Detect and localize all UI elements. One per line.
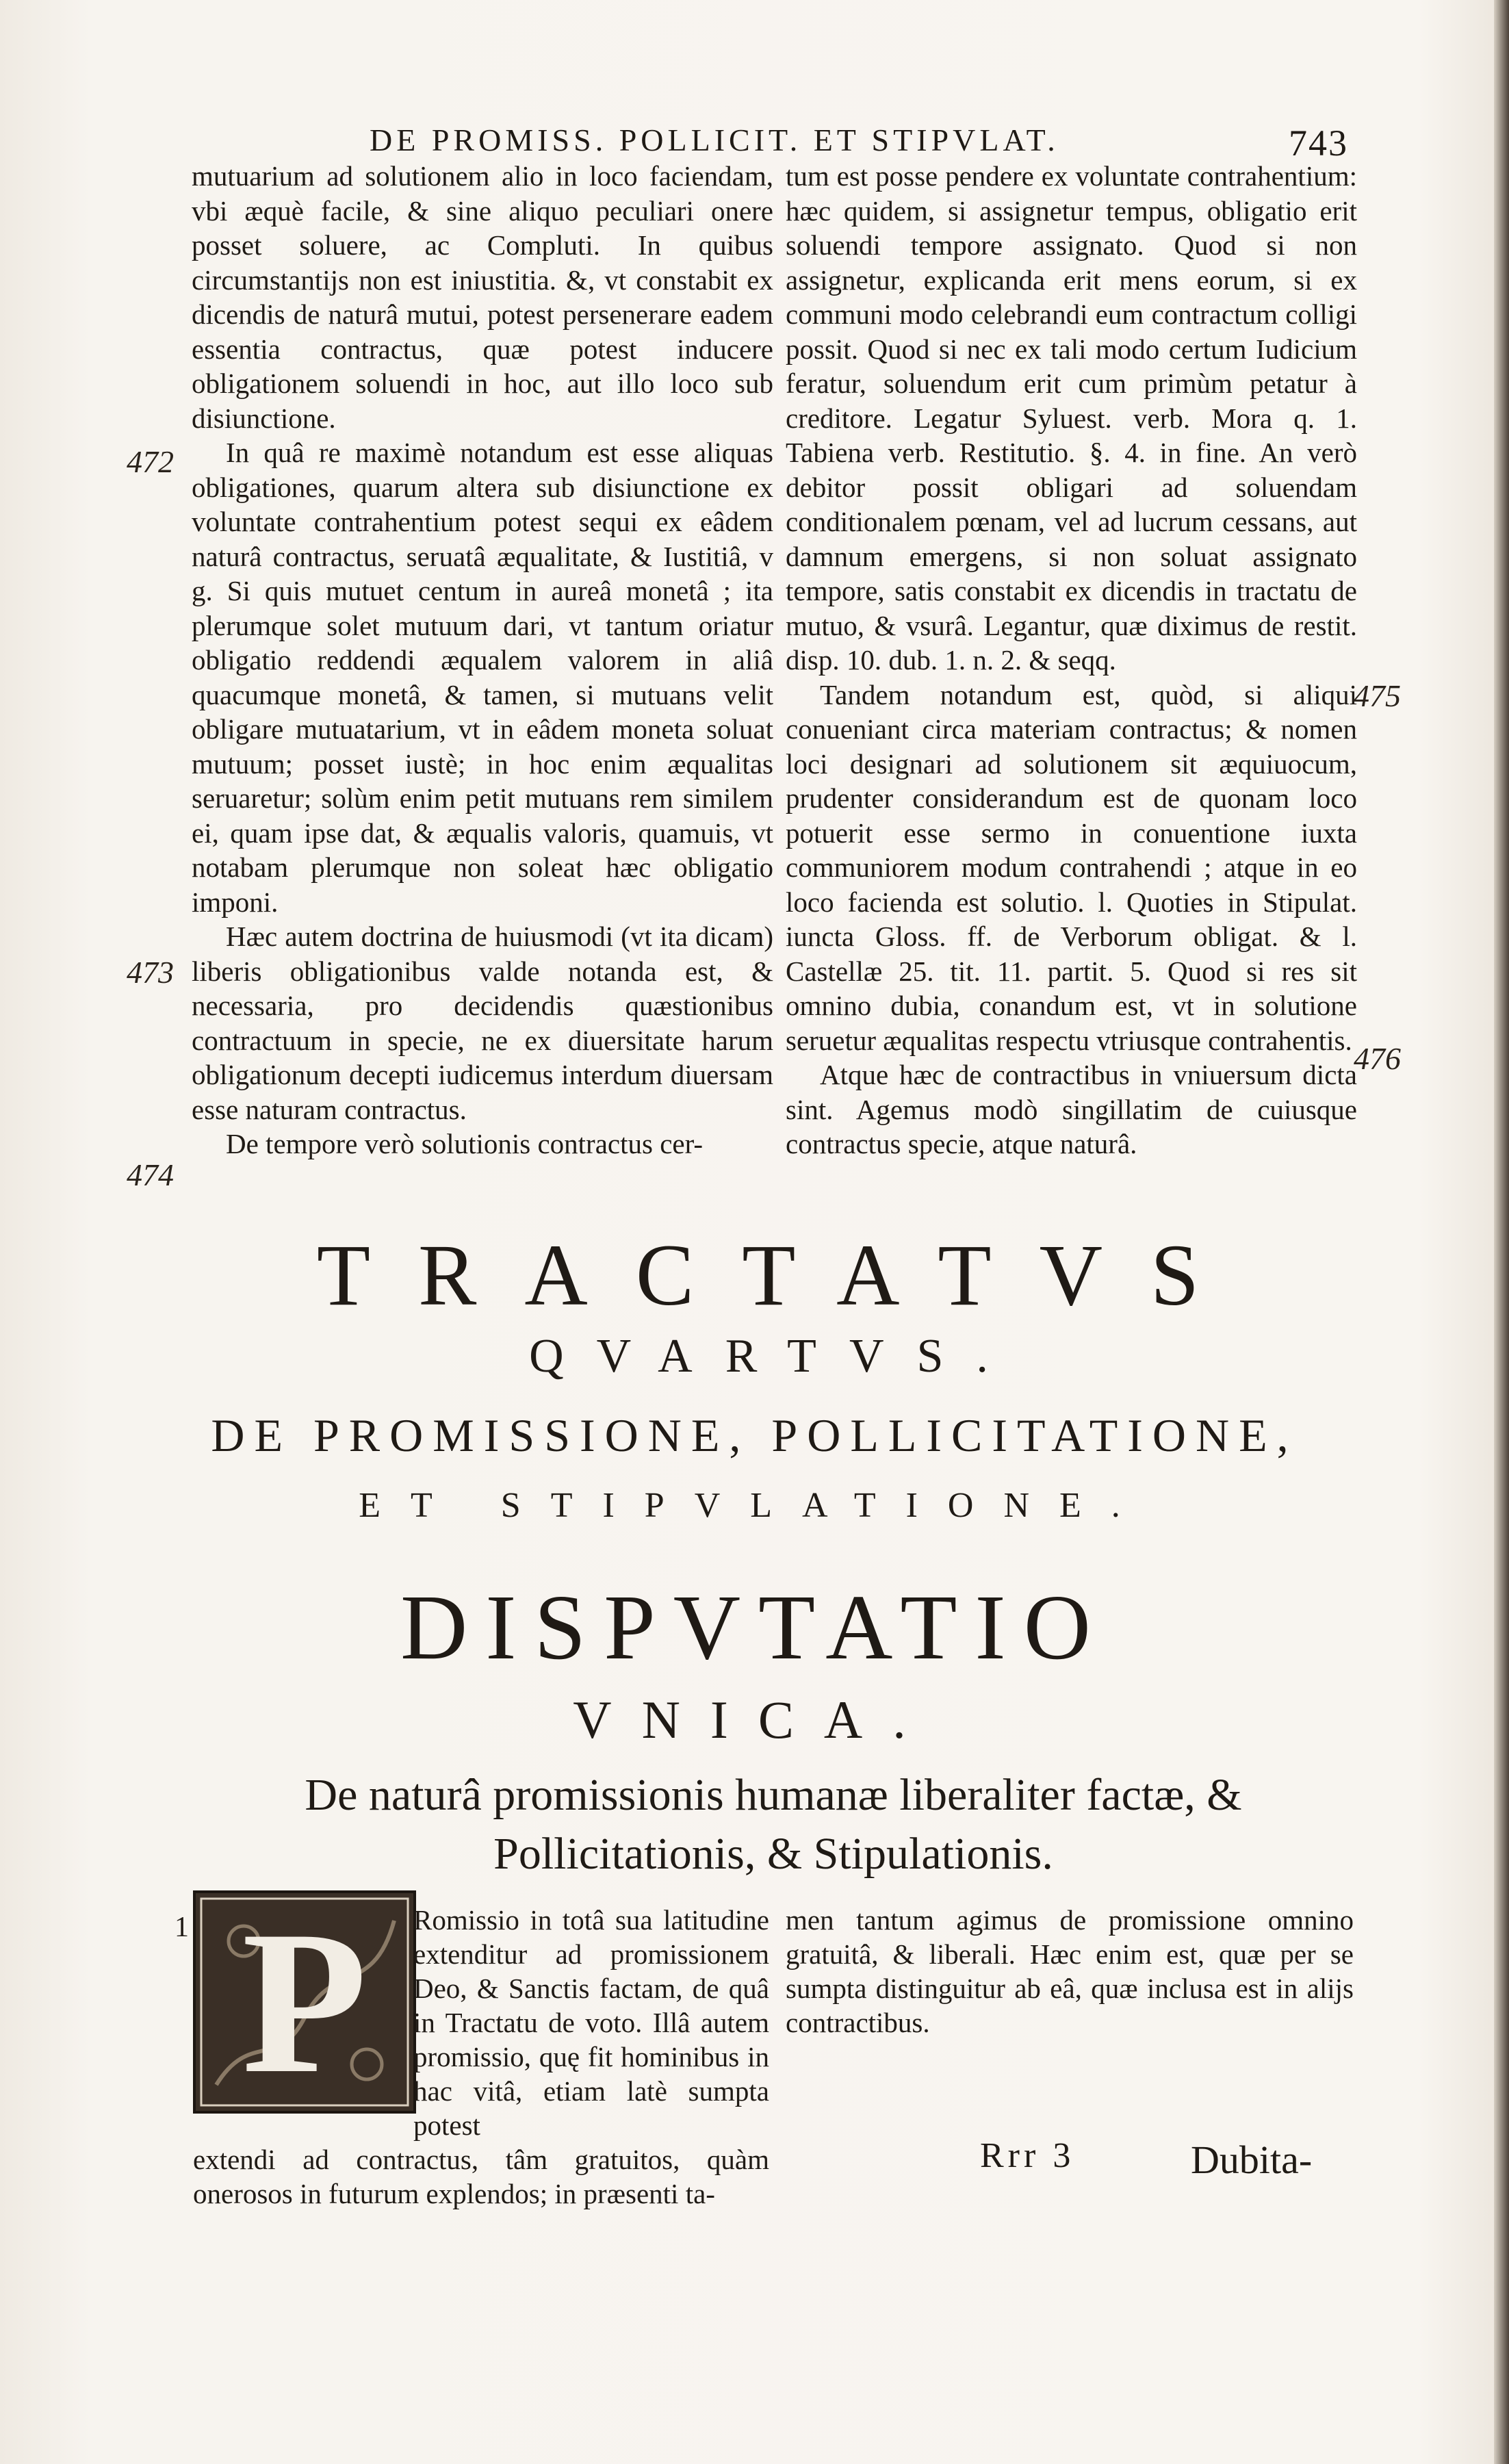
section-number: 1 — [175, 1912, 189, 1943]
right-paragraph-2: Tandem notandum est, quòd, si aliqui conueniant circa materiam contractus; & nomen loci designari ad solutionem sit æquiuocum, prudenter considerandum est de quonam loco potuerit esse sermo in conuentione iuxta communiorem modum contrahendi ; atque in eo loco facienda est solutio. l. Quoties in Stipulat. iuncta Gloss. ff. de Verborum obligat. & l. Castellæ 25. tit. 11. partit. 5. Quod si res sit omnino dubia, conandum est, vt in solutione seruetur æqualitas respectu vtriusque contrahentis. — [786, 678, 1357, 1056]
margin-number-472: 472 — [127, 444, 174, 479]
heading-unica: VNICA. — [573, 1690, 936, 1749]
heading-de-promissione: DE PROMISSIONE, POLLICITATIONE, — [211, 1409, 1298, 1461]
left-paragraph-2: In quâ re maximè notandum est esse aliquas obligationes, quarum altera sub disiunctione ex voluntate contrahentium potest sequi ex eâdem naturâ contractus, seruatâ æqualitate, & Iustitiâ, v g. Si quis mutuet centum in aureâ monetâ ; ita plerumque solet mutuum dari, vt tantum oriatur obligatio reddendi æqualem valorem in aliâ quacumque monetâ, & tamen, si mutuans velit obligare mutuatarium, vt in eâdem moneta soluat mutuum; posset iustè; in hoc enim æqualitas seruaretur; solùm enim petit mutuans rem similem ei, quam ipse dat, & æqualis valoris, quamuis, vt notabam plerumque non soleat hæc obligatio imponi. — [192, 437, 773, 918]
right-paragraph-3: Atque hæc de contractibus in vniuersum dicta sint. Agemus modò singillatim de cuiusque contractus specie, atque naturâ. — [786, 1059, 1357, 1159]
right-column — [786, 159, 1357, 1162]
catchword: Dubita- — [1191, 2138, 1313, 2182]
left-paragraph-4: De tempore verò solutionis contractus cer- — [226, 1128, 704, 1159]
heading-et-stipulatione: ET STIPVLATIONE. — [359, 1486, 1150, 1525]
margin-number-473: 473 — [127, 955, 174, 990]
left-paragraph-3: Hæc autem doctrina de huiusmodi (vt ita dicam) liberis obligationibus valde notanda est, & necessaria, pro decidendis quæstionibus contractuum in specie, ne ex diuersitate harum obligationum decepti iudicemus interdum diuersam esse naturam contractus. — [192, 921, 773, 1125]
margin-number-476: 476 — [1354, 1041, 1401, 1076]
margin-number-474: 474 — [127, 1157, 174, 1192]
running-title: DE PROMISS. POLLICIT. ET STIPVLAT. — [370, 123, 1059, 157]
left-column — [192, 159, 773, 1162]
heading-disputatio: DISPVTATIO — [400, 1576, 1109, 1679]
right-paragraph-1: tum est posse pendere ex voluntate contrahentium: hæc quidem, si assignetur tempus, obligatio erit soluendi tempore assignato. Quod si non assignetur, explicanda erit mens eorum, si ex communi modo celebrandi eum contractum colligi possit. Quod si nec ex tali modo certum Iudicium feratur, soluendum erit cum primùm petatur à creditore. Legatur Syluest. verb. Mora q. 1. Tabiena verb. Restitutio. §. 4. in fine. An verò debitor possit obligari ad soluendam conditionalem pœnam, vel ad lucrum cessans, aut damnum emergens, si non soluat assignato tempore, satis constabit ex dicendis in tractatu de mutuo, & vsurâ. Legantur, quæ diximus de restit. disp. 10. dub. 1. n. 2. & seqq. — [786, 160, 1357, 676]
margin-number-475: 475 — [1354, 678, 1401, 713]
signature-mark: Rrr 3 — [980, 2136, 1075, 2175]
left-paragraph-1: mutuarium ad solutionem alio in loco faciendam, vbi æquè facile, & sine aliquo peculiari onere posset soluere, ac Compluti. In quibus circumstantijs non est iniustitia. &, vt constabit ex dicendis de naturâ mutui, potest persenerare eadem essentia contractus, quæ potest inducere obligationem soluendi in hoc, aut illo loco sub disiunctione. — [192, 160, 773, 434]
section-text-beside-initial: Romissio in totâ sua latitudine extenditur ad promissionem Deo, & Sanctis factam, de quâ in Tractatu de voto. Illâ autem promissio, quę fit hominibus in hac vitâ, etiam latè sumpta potest — [413, 1904, 769, 2141]
decorated-initial — [193, 1890, 416, 2114]
dropcap-letter: P — [242, 1888, 367, 2116]
heading-quartus: QVARTVS. — [529, 1330, 1021, 1383]
page-number: 743 — [1289, 123, 1348, 164]
heading-tractatus: TRACTATVS — [316, 1227, 1248, 1324]
disputation-subtitle: De naturâ promissionis humanæ liberaliter factæ, & Pollicitationis, & Stipulationis. — [305, 1770, 1242, 1879]
section-text-below-initial: extendi ad contractus, tâm gratuitos, quàm onerosos in futurum explendos; in præsenti ta- — [193, 2144, 769, 2209]
section-text-right: men tantum agimus de promissione omnino gratuitâ, & liberali. Hæc enim est, quæ per se sumpta distinguitur ab eâ, quæ inclusa est in alijs contractibus. — [786, 1904, 1354, 2038]
